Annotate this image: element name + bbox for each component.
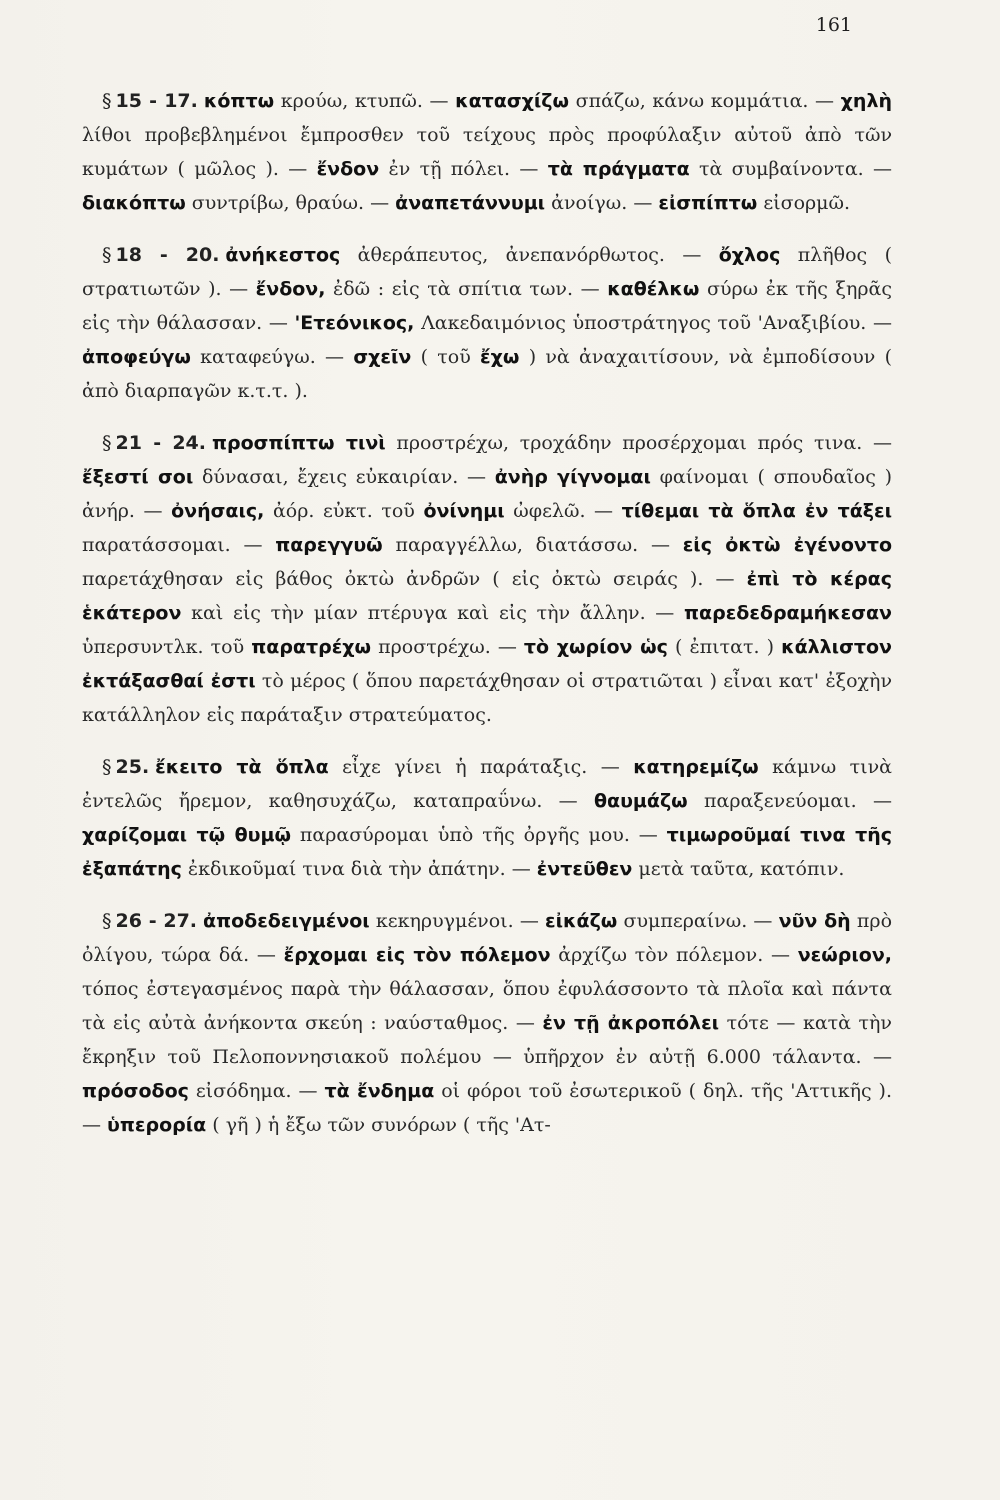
glossary-definition: Λακεδαιμόνιος ὑποστράτηγος τοῦ 'Αναξιβίου. — [421, 312, 892, 334]
glossary-term: τίθεμαι τὰ ὅπλα ἐν τάξει [621, 500, 892, 522]
glossary-term: ἔχω [480, 346, 520, 368]
glossary-definition: τὰ συμβαίνοντα. — [698, 158, 893, 180]
glossary-term: κόπτω [203, 90, 275, 112]
glossary-definition: ἀρχίζω τὸν πόλεμον. — [558, 944, 798, 966]
glossary-definition: παραγγέλλω, διατάσσω. — [395, 534, 683, 556]
glossary-term: ἔνδον, [255, 278, 326, 300]
glossary-term: ἔνδον [316, 158, 380, 180]
section-number: 26 - 27. [115, 910, 198, 932]
glossary-term: εἰσπίπτω [658, 192, 758, 214]
section-label [102, 756, 149, 778]
glossary-term: παρατρέχω [251, 636, 372, 658]
glossary-term: ἐπὶ τὸ κέρας ἑκάτερον [82, 568, 892, 624]
glossary-term: ἀποφεύγω [82, 346, 191, 368]
glossary-definition: μετὰ ταῦτα, κατόπιν. [638, 858, 845, 880]
glossary-definition: παρετάχθησαν εἰς βάθος ὀκτὼ ἀνδρῶν ( εἰς ὀκτὼ σειράς ). — [82, 568, 747, 590]
glossary-term: κατασχίζω [455, 90, 570, 112]
section-content [82, 910, 892, 1136]
section-number: 18 - 20. [115, 244, 220, 266]
glossary-term: ἀναπετάννυμι [395, 192, 546, 214]
glossary-term: νῦν δὴ [778, 910, 851, 932]
glossary-term: τιμωροῦμαί τινα τῆς ἐξαπάτης [82, 824, 892, 880]
section-26-27 [82, 904, 892, 1142]
glossary-definition: φαίνομαι ( σπουδαῖος ) ἀνήρ. — [82, 466, 892, 522]
section-25 [82, 750, 892, 886]
glossary-term: παρεδεδραμήκεσαν [684, 602, 892, 624]
glossary-term: νεώριον, [797, 944, 892, 966]
glossary-definition: ( τοῦ [420, 346, 481, 368]
glossary-term: τὸ χωρίον ὡς [523, 636, 668, 658]
section-label [102, 432, 206, 454]
glossary-term: ἀποδεδειγμένοι [203, 910, 370, 932]
glossary-definition: καὶ εἰς τὴν μίαν πτέρυγα καὶ εἰς τὴν ἄλλην. — [191, 602, 685, 624]
glossary-term: ὄχλος [718, 244, 781, 266]
glossary-definition: ἐν τῇ πόλει. — [388, 158, 548, 180]
glossary-term: σχεῖν [353, 346, 412, 368]
section-content [82, 432, 892, 726]
section-label [102, 90, 198, 112]
section-sign-icon: § [102, 244, 112, 266]
section-number: 15 - 17. [115, 90, 198, 112]
glossary-definition: ( ἐπιτατ. ) [675, 636, 782, 658]
glossary-term: ἔξεστί σοι [82, 466, 194, 488]
glossary-term: ὑπερορία [107, 1114, 207, 1136]
glossary-definition: τὸ μέρος ( ὅπου παρετάχθησαν οἱ στρατιῶται ) εἶναι κατ' ἐξοχὴν κατάλληλον εἰς παράταξιν στρατεύματος. [82, 670, 892, 726]
glossary-definition: εἶχε γίνει ἡ παράταξις. — [342, 756, 634, 778]
glossary-term: καθέλκω [607, 278, 700, 300]
glossary-definition: κάμνω τινὰ ἐντελῶς ἤρεμον, καθησυχάζω, καταπραΰνω. — [82, 756, 892, 812]
glossary-definition: τότε — κατὰ τὴν ἔκρηξιν τοῦ Πελοποννησιακοῦ πολέμου — ὑπῆρχον ἐν αὐτῇ 6.000 τάλαντα. — [82, 1012, 892, 1068]
glossary-term: ἀνὴρ γίγνομαι [494, 466, 651, 488]
section-number: 25. [115, 756, 150, 778]
glossary-term: εἰκάζω [545, 910, 618, 932]
glossary-definition: ( γῆ ) ἡ ἔξω τῶν συνόρων ( τῆς 'Ατ- [212, 1114, 551, 1136]
glossary-term: εἰς ὀκτὼ ἐγένοντο [682, 534, 892, 556]
section-15-17 [82, 84, 892, 220]
glossary-term: πρόσοδος [82, 1080, 189, 1102]
glossary-term: 'Ετεόνικος, [294, 312, 415, 334]
glossary-definition: προστρέχω, τροχάδην προσέρχομαι πρός τινα. — [396, 432, 893, 454]
glossary-definition: ἐκδικοῦμαί τινα διὰ τὴν ἀπάτην. — [187, 858, 537, 880]
glossary-term: παρεγγυῶ [275, 534, 383, 556]
page-number: 161 [815, 14, 852, 36]
glossary-term: χαρίζομαι τῷ θυμῷ [82, 824, 291, 846]
section-label [102, 244, 219, 266]
glossary-definition: εἰσορμῶ. [763, 192, 851, 214]
glossary-text [82, 84, 892, 1160]
glossary-term: ἐν τῇ ἀκροπόλει [542, 1012, 720, 1034]
glossary-definition: πλῆθος ( στρατιωτῶν ). — [82, 244, 892, 300]
glossary-definition: συντρίβω, θραύω. — [191, 192, 396, 214]
glossary-definition: παραξενεύομαι. — [704, 790, 893, 812]
glossary-term: τὰ ἔνδημα [324, 1080, 435, 1102]
glossary-definition: ἐδῶ : εἰς τὰ σπίτια των. — [333, 278, 608, 300]
glossary-definition: εἰσόδημα. — [195, 1080, 325, 1102]
glossary-term: τὰ πράγματα [547, 158, 690, 180]
glossary-definition: σύρω ἐκ τῆς ξηρᾶς εἰς τὴν θάλασσαν. — [82, 278, 892, 334]
glossary-term: χηλὴ [840, 90, 893, 112]
glossary-term: θαυμάζω [593, 790, 688, 812]
section-number: 21 - 24. [115, 432, 206, 454]
glossary-definition: συμπεραίνω. — [623, 910, 779, 932]
glossary-term: ὀνίνημι [423, 500, 505, 522]
glossary-definition: τόπος ἐστεγασμένος παρὰ τὴν θάλασσαν, ὅπου ἐφυλάσσοντο τὰ πλοῖα καὶ πάντα τὰ εἰς αὐτὰ ἀνήκοντα σκεύη : ναύσταθμος. — [82, 978, 892, 1034]
section-label [102, 910, 197, 932]
glossary-term: ἀνήκεστος [225, 244, 341, 266]
glossary-definition: ) νὰ ἀναχαιτίσουν, νὰ ἐμποδίσουν ( ἀπὸ διαρπαγῶν κ.τ.τ. ). [82, 346, 893, 402]
glossary-definition: ἀθεράπευτος, ἀνεπανόρθωτος. — [357, 244, 719, 266]
section-sign-icon: § [102, 90, 112, 112]
glossary-term: διακόπτω [82, 192, 186, 214]
section-content [82, 244, 892, 402]
glossary-term: ἔρχομαι εἰς τὸν πόλεμον [283, 944, 551, 966]
glossary-term: προσπίπτω τινὶ [211, 432, 386, 454]
glossary-definition: ἀόρ. εὐκτ. τοῦ [272, 500, 424, 522]
section-21-24 [82, 426, 892, 732]
section-sign-icon: § [102, 910, 112, 932]
glossary-definition: σπάζω, κάνω κομμάτια. — [575, 90, 841, 112]
glossary-definition: πρὸ ὀλίγου, τώρα δά. — [82, 910, 893, 966]
glossary-definition: δύνασαι, ἔχεις εὐκαιρίαν. — [201, 466, 495, 488]
glossary-definition: καταφεύγω. — [200, 346, 354, 368]
glossary-definition: κρούω, κτυπῶ. — [280, 90, 456, 112]
section-content [82, 90, 892, 214]
glossary-term: ὀνήσαις, [171, 500, 265, 522]
glossary-definition: προστρέχω. — [378, 636, 524, 658]
glossary-definition: ἀνοίγω. — [551, 192, 659, 214]
glossary-definition: ὠφελῶ. — [513, 500, 622, 522]
glossary-term: ἔκειτο τὰ ὅπλα [155, 756, 329, 778]
glossary-definition: οἱ φόροι τοῦ ἐσωτερικοῦ ( δηλ. τῆς 'Αττικῆς ). — [82, 1080, 892, 1136]
section-sign-icon: § [102, 756, 112, 778]
glossary-definition: ὑπερσυντλκ. τοῦ [82, 636, 252, 658]
glossary-term: κάλλιστον ἐκτάξασθαί ἐστι [82, 636, 892, 692]
glossary-definition: παρασύρομαι ὑπὸ τῆς ὀργῆς μου. — [299, 824, 667, 846]
glossary-definition: παρατάσσομαι. — [82, 534, 276, 556]
glossary-term: ἐντεῦθεν [536, 858, 633, 880]
glossary-term: κατηρεμίζω [633, 756, 759, 778]
section-18-20 [82, 238, 892, 408]
glossary-definition: λίθοι προβεβλημένοι ἔμπροσθεν τοῦ τείχους πρὸς προφύλαξιν αὐτοῦ ἀπὸ τῶν κυμάτων ( μῶλος ). — [82, 124, 892, 180]
section-sign-icon: § [102, 432, 112, 454]
section-content [82, 756, 892, 880]
glossary-definition: κεκηρυγμένοι. — [375, 910, 546, 932]
